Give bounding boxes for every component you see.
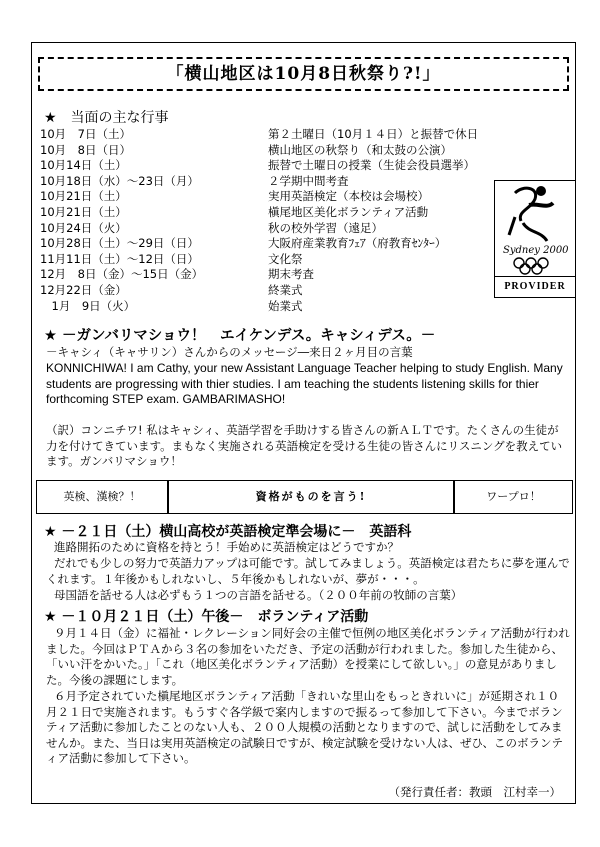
- event-date: 10月21日（土）: [40, 189, 127, 204]
- publisher-credit: （発行責任者：教頭 江村幸一）: [388, 785, 561, 799]
- event-date: 10月21日（土）: [40, 204, 127, 219]
- event-row: [40, 221, 505, 237]
- event-date: 1月 9日（火）: [40, 298, 136, 313]
- eiken-line: だれでも少しの努力で英語力アップは可能です。試してみましょう。英語検定は君たちに夢を運んでくれます。１年後かもしれないし、５年後かもしれないが、夢が・・・。: [46, 556, 570, 586]
- event-date: 10月 7日（土）: [40, 127, 131, 141]
- banner-right-text: ワープロ！: [486, 490, 541, 503]
- event-description: 大阪府産業教育ﾌｪｱ（府教育ｾﾝﾀｰ）: [268, 236, 447, 251]
- event-description: 実用英語検定（本校は会場校）: [268, 189, 429, 204]
- olympic-emblem-icon: [495, 181, 574, 277]
- event-description: 文化祭: [268, 251, 303, 266]
- qualification-banner: [36, 480, 573, 514]
- eiken-line: 母国語を話せる人は必ずもう１つの言語を話せる。（２００年前の牧師の言葉）: [54, 588, 463, 602]
- event-description: 第２土曜日（10月１４日）と振替で休日: [268, 127, 479, 141]
- event-date: 10月24日（火）: [40, 220, 127, 235]
- event-description: 期末考査: [268, 267, 314, 282]
- event-date: 10月14日（土）: [40, 158, 127, 173]
- logo-brand-text: Sydney 2000: [503, 245, 569, 256]
- event-row: [40, 236, 505, 252]
- event-date: 10月 8日（日）: [40, 142, 131, 157]
- event-row: [40, 143, 505, 159]
- event-date: 10月18日（水）～23日（月）: [40, 173, 199, 188]
- event-description: 秋の校外学習（遠足）: [268, 220, 383, 235]
- events-list: [40, 127, 505, 314]
- event-description: 横山地区の秋祭り（和太鼓の公演）: [268, 142, 452, 157]
- event-description: 始業式: [268, 298, 303, 313]
- event-description: ２学期中間考査: [268, 173, 349, 188]
- alt-heading: ★ －ガンバリマショウ！ エイケンデス。キャシィデス。－: [44, 328, 436, 344]
- newsletter-title: 「横山地区は10月8日秋祭り?!」: [38, 57, 569, 91]
- sydney-2000-logo: [494, 180, 576, 298]
- event-row: [40, 189, 505, 205]
- alt-translation: （訳）コンニチワ! 私はキャシィ、英語学習を手助けする皆さんの新ＡＬＴです。たくさんの生徒が力を付けてきています。まもなく実施される英語検定を受ける生徒の皆さんにリスニングを教えています。ガンバリマショウ！: [46, 423, 563, 469]
- volunteer-paragraph: ６月予定されていた槇尾地区ボランティア活動「きれいな里山をもっときれいに」が延期され１０月２１日で実施されます。もうすぐ各学級で案内しますので振るって参加して下さい。今までボランティア活動に参加したことのない人も、２００人規模の活動となりますので、試しに活動をしてみませんか。また、当日は実用英語検定の試験日ですが、検定試験を受けない人は、ぜひ、このボランティア活動に参加して下さい。: [46, 689, 564, 766]
- event-row: [40, 283, 505, 299]
- event-row: [40, 127, 505, 143]
- event-row: [40, 299, 505, 315]
- event-date: 12月 8日（金）～15日（金）: [40, 267, 204, 282]
- event-row: [40, 252, 505, 268]
- events-heading: ★ 当面の主な行事: [44, 110, 169, 126]
- alt-intro: －キャシィ（キャサリン）さんからのメッセージ―来日２ヶ月目の言葉: [46, 345, 413, 359]
- logo-provider-label: PROVIDER: [495, 276, 575, 297]
- event-date: 11月11日（土）～12日（日）: [40, 251, 199, 266]
- event-row: [40, 267, 505, 283]
- event-date: 10月28日（土）～29日（日）: [40, 236, 199, 251]
- event-row: [40, 174, 505, 190]
- volunteer-heading: ★ －１０月２１日（土）午後－ ボランティア活動: [44, 609, 369, 625]
- volunteer-paragraph: ９月１４日（金）に福祉・レクレーション同好会の主催で恒例の地区美化ボランティア活動が行われました。今回はＰＴＡから３名の参加をいただき、予定の活動が行われました。参加した生徒から、「いい汗をかいた。」「これ（地区美化ボランティア活動）を授業にして欲しい。」の意見がありました。今後の課題にします。: [46, 626, 570, 687]
- banner-left-text: 英検、漢検？！: [63, 490, 141, 503]
- event-description: 終業式: [268, 282, 303, 297]
- event-description: 槇尾地区美化ボランティア活動: [268, 204, 429, 219]
- event-row: [40, 205, 505, 221]
- eiken-line: 進路開拓のために資格を持とう！手始めに英語検定はどうですか？: [54, 540, 399, 554]
- event-description: 振替で土曜日の授業（生徒会役員選挙）: [268, 158, 475, 173]
- eiken-heading: ★ －２１日（土）横山高校が英語検定準会場に－ 英語科: [44, 524, 412, 540]
- event-row: [40, 158, 505, 174]
- alt-english-message: KONNICHIWA! I am Cathy, your new Assistant Language Teacher helping to study English. Many students are progressing with thier studies. I am teaching the students listening skills for thier forthcoming STEP exam. GAMBARIMASHO!: [46, 361, 563, 407]
- event-date: 12月22日（金）: [40, 282, 127, 297]
- banner-center-title: 資格がものを言う!: [255, 490, 367, 503]
- newsletter-page: [31, 42, 576, 804]
